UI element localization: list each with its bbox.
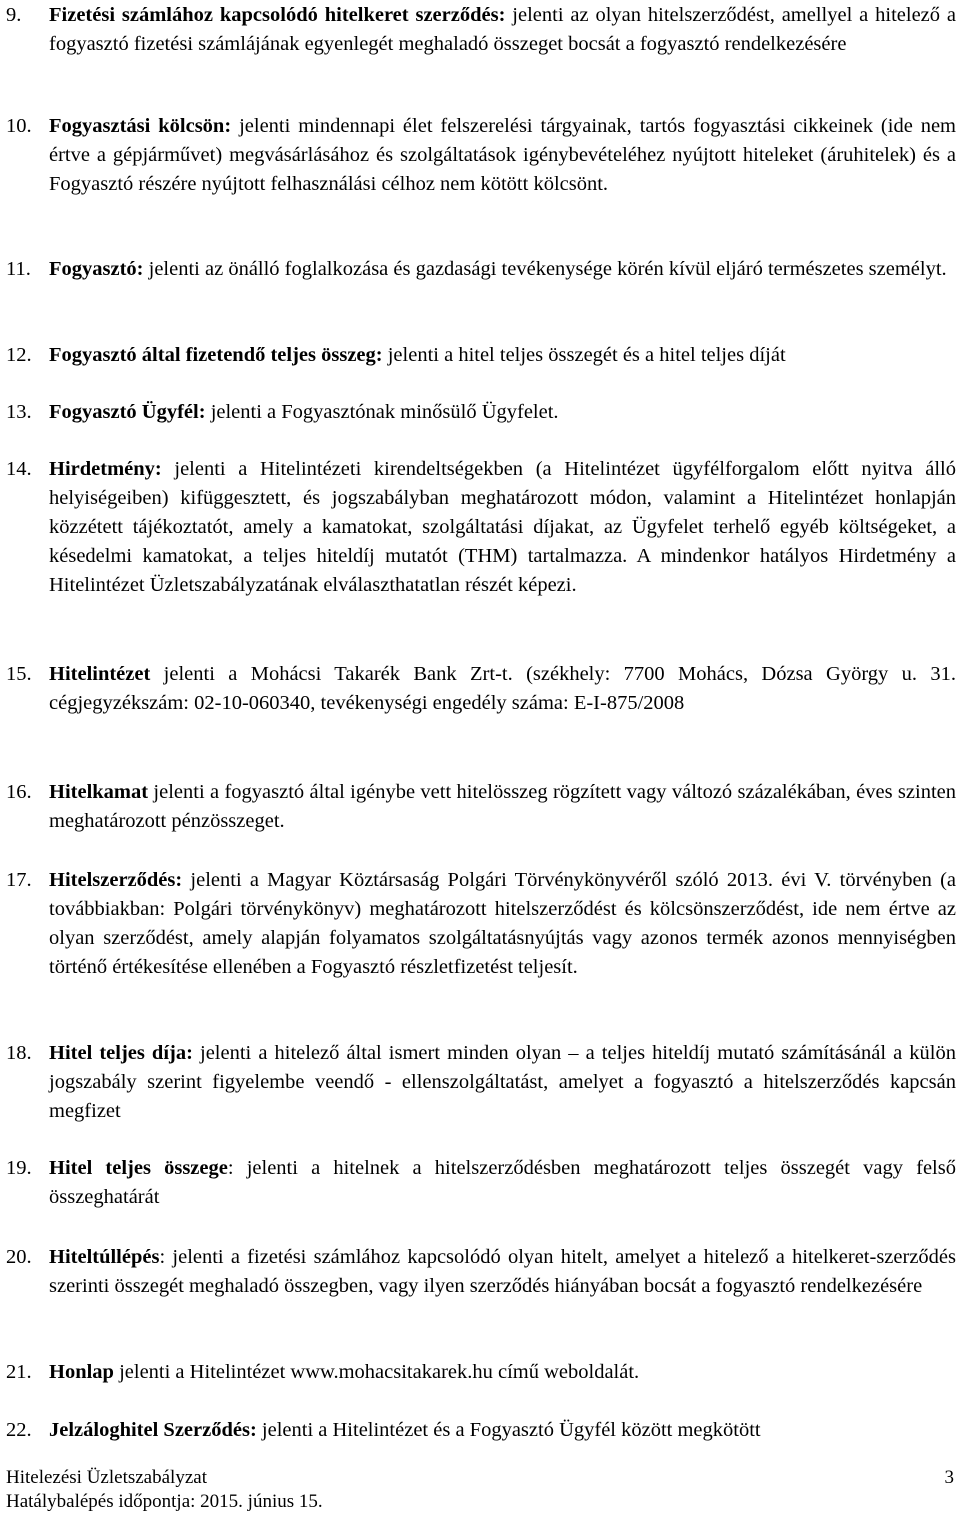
- item-text: jelenti a Hitelintézet www.mohacsitakarek.hu című weboldalát.: [113, 1361, 640, 1383]
- item-term: Fizetési számlához kapcsolódó hitelkeret szerződés:: [49, 4, 506, 26]
- item-term: Hitel teljes díja:: [49, 1042, 193, 1064]
- item-term: Jelzáloghitel Szerződés:: [49, 1419, 257, 1441]
- item-text: jelenti a Hitelintézet és a Fogyasztó Ügyfél között megkötött: [256, 1419, 761, 1441]
- definition-item-22: [0, 1416, 956, 1445]
- item-term: Hitelszerződés:: [49, 869, 183, 891]
- item-number: 16.: [6, 781, 32, 803]
- item-term: Fogyasztó által fizetendő teljes összeg:: [49, 344, 383, 366]
- item-text: jelenti a Hitelintézeti kirendeltségekben (a Hitelintézet ügyfélforgalom előtt nyitva álló helyiségeiben) kifüggesztett, és jogszabályban meghatározott módon, valamint a Hitelintézet honlapján közzétett tájékoztatót, amely a kamatokat, szolgáltatási díjakat, az Ügyfelet terhelő egyéb költségeket, a késedelmi kamatokat, a teljes hiteldíj mutatót (THM) tartalmazza. A mindenkor hatályos Hirdetmény a Hitelintézet Üzletszabályzatának elválaszthatatlan részét képezi.: [49, 458, 956, 596]
- definition-item-10: [0, 112, 956, 199]
- item-number: 17.: [6, 869, 32, 891]
- item-number: 22.: [6, 1419, 32, 1441]
- item-number: 13.: [6, 401, 32, 423]
- item-term: Hirdetmény:: [49, 458, 162, 480]
- item-text: : jelenti a fizetési számlához kapcsolódó olyan hitelt, amelyet a hitelező a hitelkeret-szerződés szerinti összegét meghaladó összegben, vagy ilyen szerződés hiányában bocsát a fogyasztó rendelkezésére: [49, 1246, 956, 1297]
- item-term: Fogyasztó:: [49, 258, 144, 280]
- definition-item-14: [0, 455, 956, 600]
- definition-item-9: [0, 1, 956, 59]
- item-text: : jelenti a hitelnek a hitelszerződésben meghatározott teljes összegét vagy felső összeghatárát: [49, 1157, 956, 1208]
- definition-item-13: [0, 398, 956, 427]
- definition-item-15: [0, 660, 956, 718]
- item-text: jelenti az olyan hitelszerződést, amellyel a hitelező a fogyasztó fizetési számlájának egyenlegét meghaladó összeget bocsát a fogyasztó rendelkezésére: [49, 4, 956, 55]
- item-term: Hitelintézet: [49, 663, 151, 685]
- item-text: jelenti a Magyar Köztársaság Polgári Törvénykönyvéről szóló 2013. évi V. törvényben (a továbbiakban: Polgári törvénykönyv) meghatározott hitelszerződést és kölcsönszerződést, ide nem értve az olyan szerződést, amely alapján folyamatos szolgáltatásnyújtás vagy azonos termék azonos mennyiségben történő értékesítése ellenében a Fogyasztó részletfizetést teljesít.: [49, 869, 956, 978]
- item-text: jelenti mindennapi élet felszerelési tárgyainak, tartós fogyasztási cikkeinek (ide nem értve a gépjárművet) megvásárlásához és szolgáltatások igénybevételéhez nyújtott hiteleket (áruhitelek) és a Fogyasztó részére nyújtott felhasználási célhoz nem kötött kölcsönt.: [49, 115, 956, 195]
- item-number: 18.: [6, 1042, 32, 1064]
- item-number: 12.: [6, 344, 32, 366]
- definition-item-21: [0, 1358, 956, 1387]
- item-text: jelenti a hitel teljes összegét és a hitel teljes díját: [382, 344, 786, 366]
- item-text: jelenti a Mohácsi Takarék Bank Zrt-t. (székhely: 7700 Mohács, Dózsa György u. 31. cégjegyzékszám: 02-10-060340, tevékenységi engedély száma: E-I-875/2008: [49, 663, 956, 714]
- item-term: Fogyasztó Ügyfél:: [49, 401, 206, 423]
- item-term: Honlap: [49, 1361, 114, 1383]
- definition-item-12: [0, 341, 956, 370]
- item-term: Hitel teljes összege: [49, 1157, 228, 1179]
- definition-item-19: [0, 1154, 956, 1212]
- definition-item-16: [0, 778, 956, 836]
- definition-item-17: [0, 866, 956, 982]
- item-text: jelenti az önálló foglalkozása és gazdasági tevékenysége körén kívül eljáró természetes személyt.: [143, 258, 947, 280]
- footer-title: Hitelezési Üzletszabályzat: [6, 1467, 207, 1488]
- definition-item-18: [0, 1039, 956, 1126]
- definition-item-20: [0, 1243, 956, 1301]
- item-number: 11.: [6, 258, 31, 280]
- item-number: 9.: [6, 4, 22, 26]
- item-number: 19.: [6, 1157, 32, 1179]
- page-footer: [6, 1466, 956, 1514]
- item-text: jelenti a hitelező által ismert minden olyan – a teljes hiteldíj mutató számításánál a külön jogszabály szerint figyelembe veendő - ellenszolgáltatást, amelyet a fogyasztó a hitelszerződés kapcsán megfizet: [49, 1042, 956, 1122]
- item-text: jelenti a fogyasztó által igénybe vett hitelösszeg rögzített vagy változó százalékában, éves szinten meghatározott pénzösszeget.: [49, 781, 956, 832]
- item-text: jelenti a Fogyasztónak minősülő Ügyfelet.: [205, 401, 559, 423]
- item-number: 10.: [6, 115, 32, 137]
- item-number: 15.: [6, 663, 32, 685]
- footer-effective-date: Hatálybalépés időpontja: 2015. június 15.: [6, 1491, 323, 1512]
- item-number: 14.: [6, 458, 32, 480]
- item-term: Fogyasztási kölcsön:: [49, 115, 232, 137]
- item-term: Hiteltúllépés: [49, 1246, 160, 1268]
- item-term: Hitelkamat: [49, 781, 149, 803]
- page-number: 3: [944, 1467, 954, 1488]
- item-number: 20.: [6, 1246, 32, 1268]
- item-number: 21.: [6, 1361, 32, 1383]
- definition-item-11: [0, 255, 956, 284]
